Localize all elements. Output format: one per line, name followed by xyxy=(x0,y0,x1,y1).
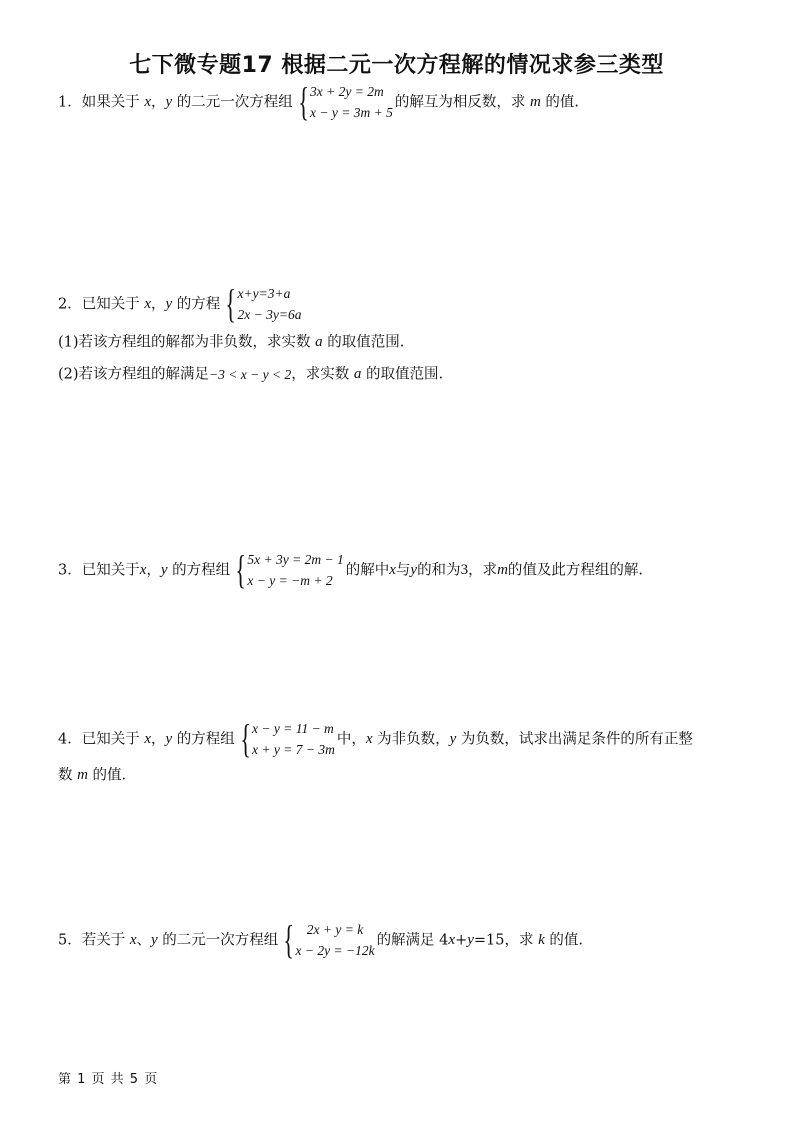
question-number: 5． xyxy=(58,932,82,949)
equation: 3x + 2y = 2m xyxy=(310,84,384,99)
page-title: 七下微专题17 根据二元一次方程解的情况求参三类型 xyxy=(129,53,664,78)
question-2-part-1: (1)若该方程组的解都为非负数，求实数 a 的取值范围. xyxy=(58,334,405,351)
brace-icon: { xyxy=(298,79,309,124)
question-number: 4． xyxy=(58,731,82,748)
question-1: 1．如果关于 x，y 的二元一次方程组 { 3x + 2y = 2m x − y = 3m + 5 的解互为相反数，求 m 的值. xyxy=(58,79,579,124)
page-footer: 第 1 页 共 5 页 xyxy=(58,1072,159,1087)
equation-system xyxy=(221,281,302,326)
question-4-continued: 数 m 的值. xyxy=(58,767,127,784)
question-number: 3． xyxy=(58,562,82,579)
brace-icon: { xyxy=(235,547,247,592)
brace-icon: { xyxy=(225,281,237,326)
equation: x − y = 3m + 5 xyxy=(310,105,393,120)
equation: x + y = 7 − 3m xyxy=(252,742,335,757)
question-3: 3．已知关于x，y 的方程组 { 5x + 3y = 2m − 1 x − y = −m + 2 的解中x与y的和为3，求m的值及此方程组的解. xyxy=(58,547,644,592)
equation: 2x + y = k xyxy=(306,922,364,937)
question-number: 2． xyxy=(58,296,82,313)
equation: x − 2y = −12k xyxy=(295,943,375,958)
brace-icon: { xyxy=(283,917,295,962)
equation-system xyxy=(236,716,335,761)
equation-system xyxy=(231,547,344,592)
equation: 5x + 3y = 2m − 1 xyxy=(247,552,344,567)
question-2-part-2: (2)若该方程组的解满足−3 < x − y < 2，求实数 a 的取值范围. xyxy=(58,366,444,383)
question-number: 1． xyxy=(58,94,82,111)
question-5: 5．若关于 x、y 的二元一次方程组 { 2x + y = k x − 2y = −12k 的解满足 4x+y=15，求 k 的值. xyxy=(58,917,584,962)
equation: x+y=3+a xyxy=(237,286,291,301)
equation: 2x − 3y=6a xyxy=(237,307,302,322)
inequality: −3 < x − y < 2 xyxy=(209,366,292,382)
brace-icon: { xyxy=(240,716,251,761)
question-4: 4．已知关于 x，y 的方程组 { x − y = 11 − m x + y = 7 − 3m 中，x 为非负数，y 为负数，试求出满足条件的所有正整 xyxy=(58,716,693,761)
equation-system xyxy=(279,917,375,962)
equation: x − y = 11 − m xyxy=(252,721,334,736)
equation: x − y = −m + 2 xyxy=(247,573,333,588)
equation-system xyxy=(294,79,393,124)
question-2: 2．已知关于 x，y 的方程 { x+y=3+a 2x − 3y=6a xyxy=(58,281,302,326)
